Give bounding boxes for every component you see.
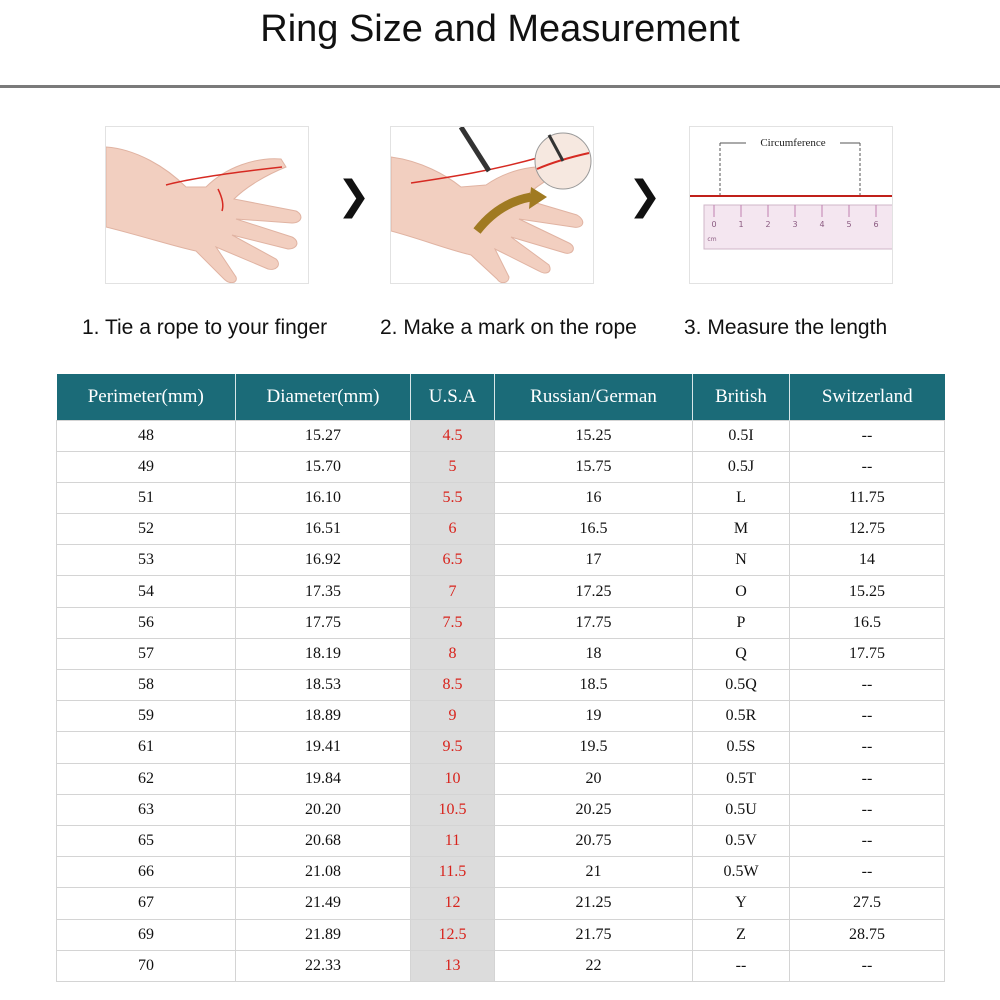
cell-diameter: 21.89 (236, 919, 411, 950)
ruler-tick-2: 2 (765, 220, 771, 229)
cell-russian-german: 19.5 (495, 732, 693, 763)
cell-russian-german: 22 (495, 950, 693, 981)
cell-switzerland: -- (790, 825, 945, 856)
cell-usa: 8.5 (411, 670, 495, 701)
cell-russian-german: 18 (495, 638, 693, 669)
cell-perimeter: 49 (57, 451, 236, 482)
cell-diameter: 16.10 (236, 482, 411, 513)
table-row (57, 950, 945, 981)
cell-perimeter: 52 (57, 514, 236, 545)
ruler-tick-5: 5 (846, 220, 852, 229)
cell-switzerland: -- (790, 794, 945, 825)
step-1-image (105, 126, 309, 284)
cell-usa: 11 (411, 825, 495, 856)
table-row (57, 763, 945, 794)
ruler-tick-0: 0 (711, 220, 717, 229)
cell-british: Q (693, 638, 790, 669)
table-header-row (57, 374, 945, 420)
cell-russian-german: 20 (495, 763, 693, 794)
cell-usa: 5.5 (411, 482, 495, 513)
cell-usa: 12.5 (411, 919, 495, 950)
cell-switzerland: -- (790, 701, 945, 732)
title-divider (0, 85, 1000, 88)
cell-switzerland: 15.25 (790, 576, 945, 607)
table-row (57, 732, 945, 763)
cell-diameter: 15.70 (236, 451, 411, 482)
step-2-image (390, 126, 594, 284)
cell-switzerland: 12.75 (790, 514, 945, 545)
cell-russian-german: 16.5 (495, 514, 693, 545)
cell-diameter: 19.41 (236, 732, 411, 763)
cell-usa: 9.5 (411, 732, 495, 763)
table-row (57, 514, 945, 545)
table-row (57, 451, 945, 482)
cell-russian-german: 20.25 (495, 794, 693, 825)
cell-russian-german: 19 (495, 701, 693, 732)
cell-british: N (693, 545, 790, 576)
table-row (57, 857, 945, 888)
header-diameter: Diameter(mm) (236, 374, 411, 420)
cell-perimeter: 53 (57, 545, 236, 576)
cell-russian-german: 21.75 (495, 919, 693, 950)
cell-perimeter: 65 (57, 825, 236, 856)
cell-diameter: 17.35 (236, 576, 411, 607)
cell-russian-german: 17 (495, 545, 693, 576)
cell-russian-german: 16 (495, 482, 693, 513)
cell-usa: 5 (411, 451, 495, 482)
cell-usa: 6.5 (411, 545, 495, 576)
cell-russian-german: 21.25 (495, 888, 693, 919)
cell-diameter: 21.08 (236, 857, 411, 888)
cell-switzerland: -- (790, 857, 945, 888)
table-row (57, 545, 945, 576)
cell-russian-german: 15.25 (495, 420, 693, 451)
cell-british: 0.5Q (693, 670, 790, 701)
cell-usa: 9 (411, 701, 495, 732)
cell-russian-german: 17.75 (495, 607, 693, 638)
cell-russian-german: 20.75 (495, 825, 693, 856)
table-row (57, 482, 945, 513)
cell-switzerland: 17.75 (790, 638, 945, 669)
cell-perimeter: 66 (57, 857, 236, 888)
cell-usa: 12 (411, 888, 495, 919)
ruler-tick-3: 3 (792, 220, 798, 229)
cell-perimeter: 61 (57, 732, 236, 763)
cell-usa: 10 (411, 763, 495, 794)
cell-switzerland: 14 (790, 545, 945, 576)
step-3-image (689, 126, 893, 284)
ring-size-table (56, 374, 945, 982)
cell-british: O (693, 576, 790, 607)
cell-british: 0.5W (693, 857, 790, 888)
cell-diameter: 20.68 (236, 825, 411, 856)
cell-switzerland: 28.75 (790, 919, 945, 950)
ruler-tick-1: 1 (738, 220, 744, 229)
cell-usa: 7 (411, 576, 495, 607)
table-row (57, 825, 945, 856)
ruler-tick-6: 6 (873, 220, 879, 229)
header-switzerland: Switzerland (790, 374, 945, 420)
cell-diameter: 18.53 (236, 670, 411, 701)
table-row (57, 701, 945, 732)
cell-russian-german: 21 (495, 857, 693, 888)
cell-diameter: 16.51 (236, 514, 411, 545)
cell-russian-german: 15.75 (495, 451, 693, 482)
cell-diameter: 21.49 (236, 888, 411, 919)
ruler-measurement-illustration (690, 127, 893, 284)
cell-british: 0.5I (693, 420, 790, 451)
cell-british: 0.5R (693, 701, 790, 732)
cell-british: 0.5J (693, 451, 790, 482)
ruler-unit: cm (707, 236, 717, 243)
cell-perimeter: 70 (57, 950, 236, 981)
cell-diameter: 19.84 (236, 763, 411, 794)
header-perimeter: Perimeter(mm) (57, 374, 236, 420)
cell-perimeter: 56 (57, 607, 236, 638)
cell-perimeter: 59 (57, 701, 236, 732)
cell-switzerland: 27.5 (790, 888, 945, 919)
cell-switzerland: 16.5 (790, 607, 945, 638)
hand-with-rope-illustration (106, 127, 309, 284)
step-arrow-2: ❯ (628, 173, 662, 219)
ruler-tick-4: 4 (819, 220, 825, 229)
table-row (57, 919, 945, 950)
cell-british: M (693, 514, 790, 545)
step-1-caption: 1. Tie a rope to your finger (82, 316, 328, 339)
cell-perimeter: 54 (57, 576, 236, 607)
table-row (57, 638, 945, 669)
cell-perimeter: 48 (57, 420, 236, 451)
table-row (57, 420, 945, 451)
cell-perimeter: 51 (57, 482, 236, 513)
cell-perimeter: 67 (57, 888, 236, 919)
cell-switzerland: 11.75 (790, 482, 945, 513)
cell-british: 0.5T (693, 763, 790, 794)
cell-usa: 13 (411, 950, 495, 981)
cell-diameter: 22.33 (236, 950, 411, 981)
cell-perimeter: 69 (57, 919, 236, 950)
cell-british: Y (693, 888, 790, 919)
cell-usa: 6 (411, 514, 495, 545)
header-russian-german: Russian/German (495, 374, 693, 420)
cell-diameter: 17.75 (236, 607, 411, 638)
table-body (57, 420, 945, 981)
step-arrow-1: ❯ (337, 173, 371, 219)
cell-switzerland: -- (790, 763, 945, 794)
step-3-caption: 3. Measure the length (684, 316, 888, 339)
cell-perimeter: 58 (57, 670, 236, 701)
cell-diameter: 18.19 (236, 638, 411, 669)
table-row (57, 670, 945, 701)
cell-diameter: 16.92 (236, 545, 411, 576)
table-row (57, 794, 945, 825)
cell-russian-german: 18.5 (495, 670, 693, 701)
header-usa: U.S.A (411, 374, 495, 420)
cell-switzerland: -- (790, 950, 945, 981)
cell-british: 0.5V (693, 825, 790, 856)
cell-perimeter: 63 (57, 794, 236, 825)
header-british: British (693, 374, 790, 420)
cell-switzerland: -- (790, 670, 945, 701)
cell-usa: 7.5 (411, 607, 495, 638)
cell-british: 0.5S (693, 732, 790, 763)
step-2-caption: 2. Make a mark on the rope (380, 316, 637, 339)
cell-perimeter: 57 (57, 638, 236, 669)
table-row (57, 607, 945, 638)
cell-usa: 4.5 (411, 420, 495, 451)
cell-diameter: 15.27 (236, 420, 411, 451)
cell-switzerland: -- (790, 451, 945, 482)
cell-perimeter: 62 (57, 763, 236, 794)
circumference-label: Circumference (760, 137, 826, 149)
cell-british: L (693, 482, 790, 513)
table-row (57, 888, 945, 919)
cell-switzerland: -- (790, 732, 945, 763)
cell-usa: 11.5 (411, 857, 495, 888)
cell-diameter: 20.20 (236, 794, 411, 825)
cell-british: P (693, 607, 790, 638)
table-row (57, 576, 945, 607)
cell-british: 0.5U (693, 794, 790, 825)
cell-usa: 10.5 (411, 794, 495, 825)
cell-switzerland: -- (790, 420, 945, 451)
cell-diameter: 18.89 (236, 701, 411, 732)
cell-british: Z (693, 919, 790, 950)
cell-usa: 8 (411, 638, 495, 669)
mark-rope-illustration (391, 127, 594, 284)
cell-russian-german: 17.25 (495, 576, 693, 607)
page-title: Ring Size and Measurement (260, 8, 740, 50)
cell-british: -- (693, 950, 790, 981)
